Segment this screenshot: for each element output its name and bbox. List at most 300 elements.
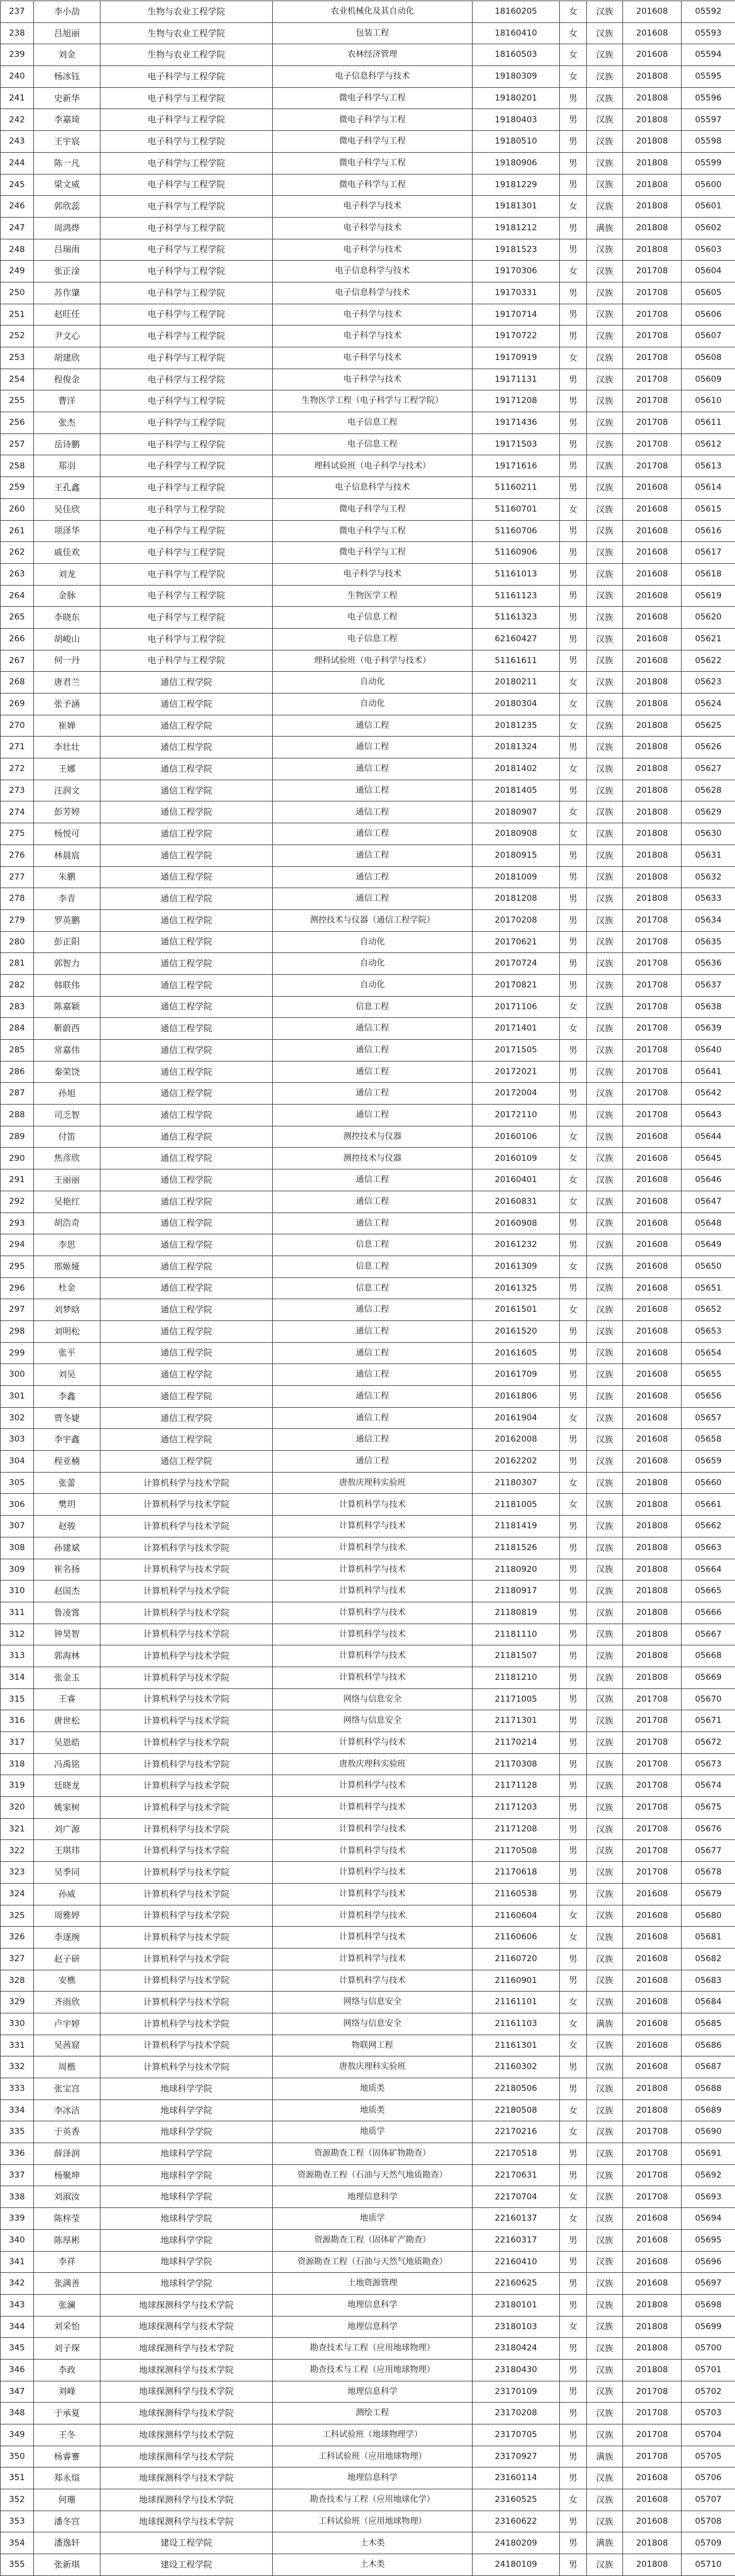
ethnicity-cell: 汉族: [587, 1537, 623, 1559]
serial-number-cell: 05624: [682, 694, 735, 715]
student-id-cell: 20162008: [473, 1429, 560, 1451]
college-cell: 计算机科学与技术学院: [100, 1581, 273, 1602]
major-cell: 计算机科学与技术: [273, 1927, 473, 1949]
student-id-cell: 23170208: [473, 2403, 560, 2424]
college-cell: 计算机科学与技术学院: [100, 1862, 273, 1884]
major-cell: 电子信息科学与技术: [273, 261, 473, 282]
college-cell: 通信工程学院: [100, 1234, 273, 1256]
gender-cell: 女: [560, 823, 587, 845]
enrollment-date-cell: 201608: [623, 1927, 682, 1949]
ethnicity-cell: 汉族: [587, 585, 623, 607]
serial-number-cell: 05645: [682, 1148, 735, 1169]
major-cell: 土木类: [273, 2554, 473, 2576]
student-id-cell: 21161103: [473, 2013, 560, 2035]
row-number-cell: 334: [1, 2099, 34, 2121]
gender-cell: 男: [560, 1320, 587, 1342]
student-id-cell: 20161501: [473, 1299, 560, 1321]
gender-cell: 男: [560, 2164, 587, 2186]
enrollment-date-cell: 201808: [623, 1472, 682, 1494]
college-cell: 地球科学学院: [100, 2143, 273, 2165]
name-cell: 吴茜窟: [34, 2035, 100, 2056]
student-id-cell: 20161325: [473, 1277, 560, 1299]
student-id-cell: 20181402: [473, 758, 560, 780]
student-id-cell: 21181526: [473, 1537, 560, 1559]
gender-cell: 男: [560, 1213, 587, 1234]
gender-cell: 女: [560, 1, 587, 23]
gender-cell: 女: [560, 2208, 587, 2230]
name-cell: 李壮壮: [34, 737, 100, 758]
major-cell: 计算机科学与技术: [273, 1516, 473, 1537]
college-cell: 通信工程学院: [100, 823, 273, 845]
major-cell: 唐敖庆理科实验班: [273, 1472, 473, 1494]
row-number-cell: 275: [1, 823, 34, 845]
major-cell: 通信工程: [273, 1451, 473, 1473]
enrollment-date-cell: 201808: [623, 1602, 682, 1624]
enrollment-date-cell: 201808: [623, 2316, 682, 2338]
major-cell: 计算机科学与技术: [273, 1797, 473, 1819]
college-cell: 电子科学与工程学院: [100, 607, 273, 629]
row-number-cell: 246: [1, 196, 34, 218]
major-cell: 通信工程: [273, 1342, 473, 1364]
student-id-cell: 21170214: [473, 1732, 560, 1754]
enrollment-date-cell: 201608: [623, 520, 682, 542]
enrollment-date-cell: 201708: [623, 433, 682, 455]
name-cell: 戚佳欢: [34, 542, 100, 564]
college-cell: 计算机科学与技术学院: [100, 1602, 273, 1624]
gender-cell: 男: [560, 174, 587, 196]
name-cell: 杨聚坤: [34, 2164, 100, 2186]
major-cell: 计算机科学与技术: [273, 1970, 473, 1992]
table-row: [1, 628, 735, 650]
row-number-cell: 350: [1, 2446, 34, 2467]
student-id-cell: 21181419: [473, 1516, 560, 1537]
table-row: [1, 1277, 735, 1299]
serial-number-cell: 05691: [682, 2143, 735, 2165]
major-cell: 通信工程: [273, 888, 473, 910]
serial-number-cell: 05671: [682, 1710, 735, 1732]
college-cell: 通信工程学院: [100, 1213, 273, 1234]
table-row: [1, 1342, 735, 1364]
row-number-cell: 335: [1, 2121, 34, 2143]
ethnicity-cell: 满族: [587, 2446, 623, 2467]
row-number-cell: 267: [1, 650, 34, 672]
name-cell: 张蕾: [34, 1472, 100, 1494]
table-row: [1, 1970, 735, 1992]
major-cell: 计算机科学与技术: [273, 1602, 473, 1624]
name-cell: 刘淑汝: [34, 2186, 100, 2208]
college-cell: 电子科学与工程学院: [100, 520, 273, 542]
enrollment-date-cell: 201808: [623, 2532, 682, 2554]
row-number-cell: 254: [1, 369, 34, 390]
gender-cell: 女: [560, 22, 587, 44]
row-number-cell: 272: [1, 758, 34, 780]
enrollment-date-cell: 201808: [623, 1645, 682, 1667]
name-cell: 刘子琛: [34, 2338, 100, 2360]
gender-cell: 男: [560, 1364, 587, 1386]
college-cell: 电子科学与工程学院: [100, 217, 273, 239]
table-row: [1, 369, 735, 390]
student-id-cell: 20161232: [473, 1234, 560, 1256]
name-cell: 薛泽润: [34, 2143, 100, 2165]
name-cell: 李冰洁: [34, 2099, 100, 2121]
gender-cell: 男: [560, 520, 587, 542]
college-cell: 通信工程学院: [100, 1148, 273, 1169]
enrollment-date-cell: 201808: [623, 196, 682, 218]
row-number-cell: 260: [1, 498, 34, 520]
major-cell: 通信工程: [273, 801, 473, 823]
serial-number-cell: 05670: [682, 1688, 735, 1710]
name-cell: 曹洋: [34, 390, 100, 412]
row-number-cell: 340: [1, 2229, 34, 2251]
row-number-cell: 318: [1, 1753, 34, 1775]
table-row: [1, 2511, 735, 2532]
college-cell: 地球探测科学与技术学院: [100, 2511, 273, 2532]
major-cell: 通信工程: [273, 1364, 473, 1386]
major-cell: 电子科学与技术: [273, 563, 473, 585]
serial-number-cell: 05672: [682, 1732, 735, 1754]
major-cell: 物联网工程: [273, 2035, 473, 2056]
college-cell: 电子科学与工程学院: [100, 239, 273, 261]
table-row: [1, 650, 735, 672]
college-cell: 通信工程学院: [100, 974, 273, 996]
college-cell: 通信工程学院: [100, 715, 273, 737]
student-id-cell: 21171301: [473, 1710, 560, 1732]
name-cell: 杨睿謇: [34, 2446, 100, 2467]
ethnicity-cell: 汉族: [587, 109, 623, 131]
college-cell: 计算机科学与技术学院: [100, 1710, 273, 1732]
gender-cell: 女: [560, 1299, 587, 1321]
table-row: [1, 217, 735, 239]
table-row: [1, 455, 735, 477]
row-number-cell: 310: [1, 1581, 34, 1602]
table-row: [1, 2359, 735, 2381]
major-cell: 电子科学与技术: [273, 196, 473, 218]
serial-number-cell: 05700: [682, 2338, 735, 2360]
major-cell: 信息工程: [273, 996, 473, 1018]
enrollment-date-cell: 201608: [623, 650, 682, 672]
name-cell: 孙建斌: [34, 1537, 100, 1559]
ethnicity-cell: 汉族: [587, 66, 623, 88]
major-cell: 计算机科学与技术: [273, 1732, 473, 1754]
row-number-cell: 309: [1, 1559, 34, 1581]
serial-number-cell: 05602: [682, 217, 735, 239]
college-cell: 通信工程学院: [100, 1191, 273, 1213]
enrollment-date-cell: 201608: [623, 2489, 682, 2511]
name-cell: 秦荣饶: [34, 1061, 100, 1083]
major-cell: 地理信息科学: [273, 2294, 473, 2316]
serial-number-cell: 05642: [682, 1083, 735, 1105]
enrollment-date-cell: 201708: [623, 2164, 682, 2186]
student-id-cell: 19181523: [473, 239, 560, 261]
name-cell: 常嘉伟: [34, 1040, 100, 1062]
student-id-cell: 20180304: [473, 694, 560, 715]
major-cell: 微电子科学与工程: [273, 520, 473, 542]
table-row: [1, 801, 735, 823]
row-number-cell: 320: [1, 1797, 34, 1819]
student-id-cell: 19170331: [473, 282, 560, 304]
enrollment-date-cell: 201708: [623, 2424, 682, 2446]
row-number-cell: 266: [1, 628, 34, 650]
college-cell: 电子科学与工程学院: [100, 282, 273, 304]
row-number-cell: 311: [1, 1602, 34, 1624]
major-cell: 工科试验班（应用地球物理）: [273, 2446, 473, 2467]
row-number-cell: 242: [1, 109, 34, 131]
major-cell: 通信工程: [273, 1040, 473, 1062]
table-row: [1, 239, 735, 261]
serial-number-cell: 05632: [682, 866, 735, 888]
ethnicity-cell: 汉族: [587, 1862, 623, 1884]
gender-cell: 女: [560, 2035, 587, 2056]
row-number-cell: 283: [1, 996, 34, 1018]
enrollment-date-cell: 201808: [623, 1537, 682, 1559]
ethnicity-cell: 汉族: [587, 694, 623, 715]
enrollment-date-cell: 201808: [623, 131, 682, 153]
serial-number-cell: 05689: [682, 2099, 735, 2121]
serial-number-cell: 05702: [682, 2381, 735, 2403]
ethnicity-cell: 汉族: [587, 2164, 623, 2186]
ethnicity-cell: 汉族: [587, 1018, 623, 1040]
row-number-cell: 349: [1, 2424, 34, 2446]
row-number-cell: 354: [1, 2532, 34, 2554]
serial-number-cell: 05674: [682, 1775, 735, 1797]
row-number-cell: 250: [1, 282, 34, 304]
student-id-cell: 21180307: [473, 1472, 560, 1494]
student-id-cell: 21181110: [473, 1624, 560, 1645]
row-number-cell: 319: [1, 1775, 34, 1797]
ethnicity-cell: 汉族: [587, 1061, 623, 1083]
gender-cell: 男: [560, 217, 587, 239]
table-row: [1, 2251, 735, 2273]
serial-number-cell: 05685: [682, 2013, 735, 2035]
student-id-cell: 20161904: [473, 1407, 560, 1429]
student-id-cell: 22160317: [473, 2229, 560, 2251]
college-cell: 通信工程学院: [100, 1342, 273, 1364]
row-number-cell: 351: [1, 2467, 34, 2489]
major-cell: 微电子科学与工程: [273, 498, 473, 520]
ethnicity-cell: 汉族: [587, 2035, 623, 2056]
row-number-cell: 322: [1, 1840, 34, 1862]
ethnicity-cell: 汉族: [587, 866, 623, 888]
major-cell: 地理信息科学: [273, 2186, 473, 2208]
table-row: [1, 1105, 735, 1126]
enrollment-date-cell: 201708: [623, 326, 682, 347]
major-cell: 通信工程: [273, 1169, 473, 1191]
college-cell: 电子科学与工程学院: [100, 433, 273, 455]
table-row: [1, 737, 735, 758]
ethnicity-cell: 汉族: [587, 672, 623, 694]
college-cell: 电子科学与工程学院: [100, 563, 273, 585]
major-cell: 电子科学与技术: [273, 304, 473, 326]
name-cell: 陈嘉颖: [34, 996, 100, 1018]
ethnicity-cell: 汉族: [587, 974, 623, 996]
student-id-cell: 20170821: [473, 974, 560, 996]
table-row: [1, 2294, 735, 2316]
student-id-cell: 21171128: [473, 1775, 560, 1797]
row-number-cell: 248: [1, 239, 34, 261]
serial-number-cell: 05617: [682, 542, 735, 564]
table-row: [1, 974, 735, 996]
student-id-cell: 23180424: [473, 2338, 560, 2360]
ethnicity-cell: 汉族: [587, 996, 623, 1018]
table-row: [1, 909, 735, 931]
student-id-cell: 23180103: [473, 2316, 560, 2338]
row-number-cell: 306: [1, 1494, 34, 1516]
student-id-cell: 23160622: [473, 2511, 560, 2532]
serial-number-cell: 05665: [682, 1581, 735, 1602]
enrollment-date-cell: 201708: [623, 1105, 682, 1126]
ethnicity-cell: 汉族: [587, 1840, 623, 1862]
serial-number-cell: 05637: [682, 974, 735, 996]
table-row: [1, 953, 735, 975]
enrollment-date-cell: 201708: [623, 1018, 682, 1040]
major-cell: 理科试验班（电子科学与技术）: [273, 455, 473, 477]
college-cell: 计算机科学与技术学院: [100, 1970, 273, 1992]
row-number-cell: 245: [1, 174, 34, 196]
student-id-cell: 21160302: [473, 2056, 560, 2078]
enrollment-date-cell: 201808: [623, 239, 682, 261]
row-number-cell: 262: [1, 542, 34, 564]
row-number-cell: 259: [1, 477, 34, 499]
enrollment-date-cell: 201608: [623, 1342, 682, 1364]
ethnicity-cell: 汉族: [587, 2099, 623, 2121]
college-cell: 通信工程学院: [100, 845, 273, 866]
serial-number-cell: 05688: [682, 2078, 735, 2100]
ethnicity-cell: 汉族: [587, 2208, 623, 2230]
ethnicity-cell: 汉族: [587, 1169, 623, 1191]
serial-number-cell: 05682: [682, 1948, 735, 1970]
serial-number-cell: 05708: [682, 2511, 735, 2532]
enrollment-date-cell: 201708: [623, 1797, 682, 1819]
enrollment-date-cell: 201808: [623, 823, 682, 845]
table-row: [1, 1213, 735, 1234]
row-number-cell: 269: [1, 694, 34, 715]
table-row: [1, 2035, 735, 2056]
gender-cell: 男: [560, 2229, 587, 2251]
enrollment-date-cell: 201608: [623, 542, 682, 564]
name-cell: 杜金: [34, 1277, 100, 1299]
college-cell: 通信工程学院: [100, 1320, 273, 1342]
serial-number-cell: 05635: [682, 931, 735, 953]
serial-number-cell: 05704: [682, 2424, 735, 2446]
major-cell: 计算机科学与技术: [273, 1948, 473, 1970]
gender-cell: 男: [560, 1732, 587, 1754]
ethnicity-cell: 汉族: [587, 607, 623, 629]
student-id-cell: 21181507: [473, 1645, 560, 1667]
ethnicity-cell: 汉族: [587, 2121, 623, 2143]
name-cell: 刘广源: [34, 1818, 100, 1840]
name-cell: 朱鹏: [34, 866, 100, 888]
serial-number-cell: 05664: [682, 1559, 735, 1581]
gender-cell: 男: [560, 542, 587, 564]
student-id-cell: 22170216: [473, 2121, 560, 2143]
serial-number-cell: 05608: [682, 347, 735, 369]
student-id-cell: 21180819: [473, 1602, 560, 1624]
gender-cell: 女: [560, 758, 587, 780]
college-cell: 通信工程学院: [100, 672, 273, 694]
name-cell: 张新琪: [34, 2554, 100, 2576]
name-cell: 孙旭: [34, 1083, 100, 1105]
serial-number-cell: 05676: [682, 1818, 735, 1840]
name-cell: 潘冬宫: [34, 2511, 100, 2532]
row-number-cell: 239: [1, 44, 34, 66]
major-cell: 网络与信息安全: [273, 2013, 473, 2035]
gender-cell: 男: [560, 1883, 587, 1905]
ethnicity-cell: 汉族: [587, 1970, 623, 1992]
college-cell: 计算机科学与技术学院: [100, 1559, 273, 1581]
college-cell: 电子科学与工程学院: [100, 498, 273, 520]
row-number-cell: 333: [1, 2078, 34, 2100]
ethnicity-cell: 汉族: [587, 369, 623, 390]
row-number-cell: 249: [1, 261, 34, 282]
serial-number-cell: 05667: [682, 1624, 735, 1645]
table-row: [1, 1818, 735, 1840]
row-number-cell: 279: [1, 909, 34, 931]
major-cell: 生物医学工程: [273, 585, 473, 607]
enrollment-date-cell: 201708: [623, 1862, 682, 1884]
table-row: [1, 326, 735, 347]
gender-cell: 男: [560, 563, 587, 585]
student-id-cell: 24180109: [473, 2554, 560, 2576]
college-cell: 地球探测科学与技术学院: [100, 2359, 273, 2381]
row-number-cell: 304: [1, 1451, 34, 1473]
name-cell: 于英香: [34, 2121, 100, 2143]
ethnicity-cell: 汉族: [587, 1775, 623, 1797]
student-id-cell: 62160427: [473, 628, 560, 650]
college-cell: 通信工程学院: [100, 909, 273, 931]
student-id-cell: 20172004: [473, 1083, 560, 1105]
gender-cell: 女: [560, 672, 587, 694]
enrollment-date-cell: 201608: [623, 2013, 682, 2035]
row-number-cell: 338: [1, 2186, 34, 2208]
ethnicity-cell: 汉族: [587, 1364, 623, 1386]
table-row: [1, 2078, 735, 2100]
major-cell: 信息工程: [273, 1277, 473, 1299]
row-number-cell: 300: [1, 1364, 34, 1386]
college-cell: 计算机科学与技术学院: [100, 1753, 273, 1775]
ethnicity-cell: 汉族: [587, 174, 623, 196]
college-cell: 计算机科学与技术学院: [100, 1667, 273, 1688]
name-cell: 何珊: [34, 2489, 100, 2511]
name-cell: 吴艳红: [34, 1191, 100, 1213]
serial-number-cell: 05695: [682, 2229, 735, 2251]
college-cell: 电子科学与工程学院: [100, 477, 273, 499]
name-cell: 刘峰: [34, 2381, 100, 2403]
row-number-cell: 297: [1, 1299, 34, 1321]
row-number-cell: 316: [1, 1710, 34, 1732]
serial-number-cell: 05669: [682, 1667, 735, 1688]
major-cell: 测控技术与仪器: [273, 1148, 473, 1169]
college-cell: 通信工程学院: [100, 888, 273, 910]
gender-cell: 男: [560, 412, 587, 434]
student-id-cell: 20161806: [473, 1386, 560, 1408]
college-cell: 计算机科学与技术学院: [100, 1775, 273, 1797]
name-cell: 唐君兰: [34, 672, 100, 694]
enrollment-date-cell: 201708: [623, 347, 682, 369]
gender-cell: 男: [560, 2338, 587, 2360]
table-row: [1, 1905, 735, 1927]
enrollment-date-cell: 201608: [623, 1256, 682, 1277]
ethnicity-cell: 汉族: [587, 1213, 623, 1234]
ethnicity-cell: 汉族: [587, 1040, 623, 1062]
enrollment-date-cell: 201808: [623, 780, 682, 801]
ethnicity-cell: 汉族: [587, 87, 623, 109]
table-row: [1, 1797, 735, 1819]
enrollment-date-cell: 201808: [623, 801, 682, 823]
college-cell: 计算机科学与技术学院: [100, 1624, 273, 1645]
college-cell: 地球探测科学与技术学院: [100, 2316, 273, 2338]
ethnicity-cell: 汉族: [587, 2511, 623, 2532]
serial-number-cell: 05600: [682, 174, 735, 196]
